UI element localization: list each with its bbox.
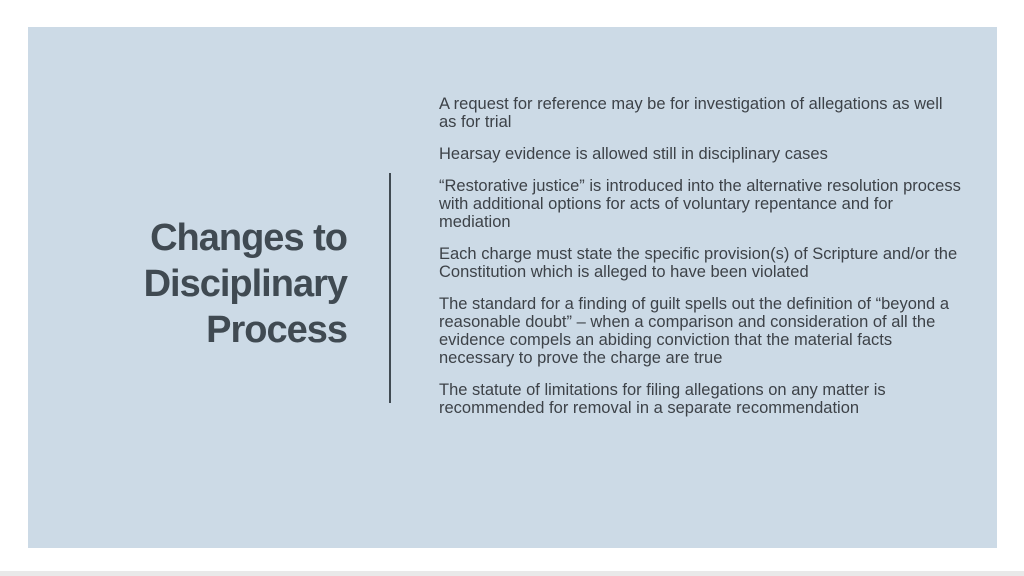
slide [28, 27, 997, 548]
slide-title-line: Disciplinary [143, 263, 347, 305]
slide-title [144, 215, 347, 353]
bullet-list [439, 95, 964, 431]
bottom-border [0, 571, 1024, 576]
bullet-item: The standard for a finding of guilt spells out the definition of “beyond a reasonable doubt” – when a comparison and consideration of all the evidence compels an abiding conviction that the material facts necessary to prove the charge are true [439, 295, 949, 367]
bullet-item: “Restorative justice” is introduced into the alternative resolution process with additional options for acts of voluntary repentance and for mediation [439, 177, 961, 231]
bullet-item: The statute of limitations for filing allegations on any matter is recommended for removal in a separate recommendation [439, 381, 886, 417]
slide-title-line: Process [206, 309, 347, 351]
bullet-item: Each charge must state the specific provision(s) of Scripture and/or the Constitution which is alleged to have been violated [439, 245, 958, 281]
vertical-divider [389, 173, 391, 403]
slide-title-line: Changes to [150, 217, 347, 259]
bullet-item: Hearsay evidence is allowed still in disciplinary cases [439, 145, 828, 163]
bullet-item: A request for reference may be for investigation of allegations as well as for trial [439, 95, 943, 131]
